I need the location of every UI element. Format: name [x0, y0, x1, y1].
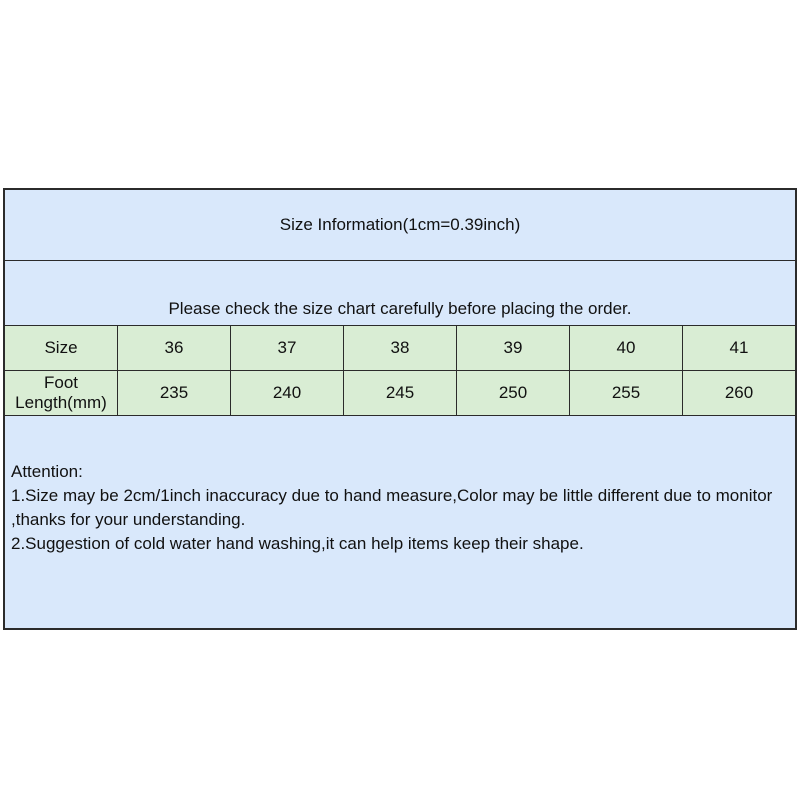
foot-length-cell: 260	[683, 371, 796, 416]
foot-length-cell: 240	[231, 371, 344, 416]
foot-length-cell: 235	[118, 371, 231, 416]
chart-title: Size Information(1cm=0.39inch)	[5, 190, 796, 261]
size-cell: 37	[231, 326, 344, 371]
size-cell: 38	[344, 326, 457, 371]
attention-line-1: 1.Size may be 2cm/1inch inaccuracy due to hand measure,Color may be little different due to monitor ,thanks for your understanding.	[11, 486, 773, 530]
size-cell: 36	[118, 326, 231, 371]
chart-notice: Please check the size chart carefully before placing the order.	[5, 261, 796, 326]
foot-length-cell: 255	[570, 371, 683, 416]
size-chart-container	[3, 188, 797, 630]
attention-heading: Attention:	[11, 462, 83, 481]
size-cell: 39	[457, 326, 570, 371]
foot-length-cell: 250	[457, 371, 570, 416]
foot-length-cell: 245	[344, 371, 457, 416]
row-label-size: Size	[5, 326, 118, 371]
table-row-notice	[5, 261, 796, 326]
size-cell: 41	[683, 326, 796, 371]
table-row-title	[5, 190, 796, 261]
size-information-table	[4, 189, 796, 629]
attention-line-2: 2.Suggestion of cold water hand washing,it can help items keep their shape.	[11, 534, 584, 554]
size-cell: 40	[570, 326, 683, 371]
attention-section	[5, 416, 796, 629]
table-row-attention	[5, 416, 796, 629]
table-row-foot-length	[5, 371, 796, 416]
row-label-foot-length: Foot Length(mm)	[5, 371, 118, 416]
table-row-size	[5, 326, 796, 371]
